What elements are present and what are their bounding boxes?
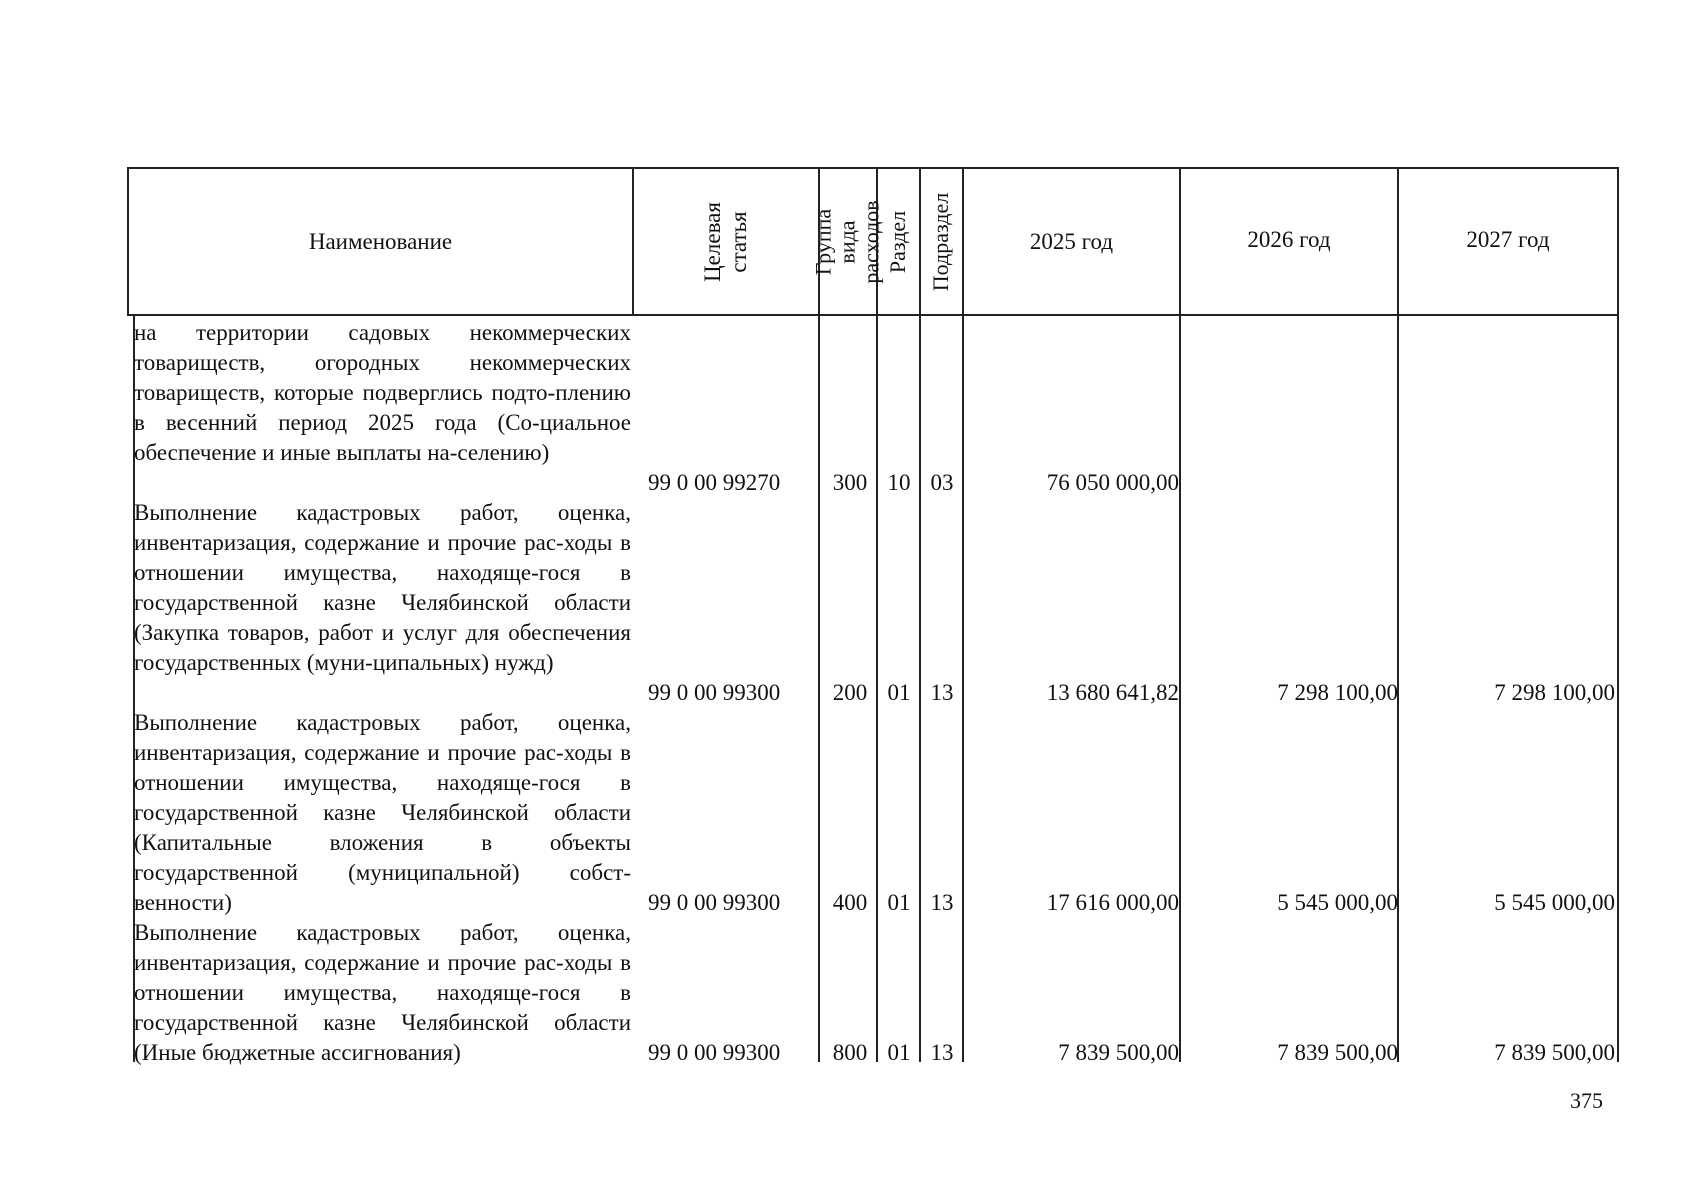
row-1-group: 300 <box>832 470 868 495</box>
header-expense-group <box>811 167 884 316</box>
row-1-2025: 76 050 000,00 <box>1046 470 1179 495</box>
row-3-name: Выполнение кадастровых работ, оценка, инвентаризация, содержание и прочие рас-ходы в отношении имущества, находяще-гося в государственной казне Челябинской области (Капитальные вложения в объекты государственной (муниципальной) собст-венности) <box>134 710 631 915</box>
row-1-name: на территории садовых некоммерческих товариществ, огородных некоммерческих товариществ, которые подверглись подто-плению в весенний период 2025 года (Со-циальное обеспечение и иные выплаты на-селению) <box>134 320 631 465</box>
header-expense-group-text: Группа вида расходов <box>811 199 884 284</box>
row-1-subsection: 03 <box>930 470 954 495</box>
row-1-code: 99 0 00 99270 <box>648 470 781 495</box>
row-4-name: Выполнение кадастровых работ, оценка, инвентаризация, содержание и прочие рас-ходы в отношении имущества, находяще-гося в государственной казне Челябинской области (Иные бюджетные ассигнования) <box>134 920 631 1065</box>
header-name-text: Наименование <box>308 228 453 254</box>
row-4-code: 99 0 00 99300 <box>648 1040 781 1065</box>
row-4-2027: 7 839 500,00 <box>1494 1040 1615 1065</box>
row-4-2026: 7 839 500,00 <box>1277 1040 1398 1065</box>
row-3-section: 01 <box>887 890 911 915</box>
header-target-article-text: Целевая статья <box>700 201 751 282</box>
row-2-section: 01 <box>887 680 911 705</box>
header-target-article <box>634 167 818 316</box>
header-subsection <box>921 167 962 316</box>
row-2-name: Выполнение кадастровых работ, оценка, инвентаризация, содержание и прочие рас-ходы в отношении имущества, находяще-гося в государственной казне Челябинской области (Закупка товаров, работ и услуг для обеспечения государственных (муни-ципальных) нужд) <box>134 500 631 675</box>
header-2025 <box>964 167 1179 316</box>
header-subsection-text: Подраздел <box>928 192 954 291</box>
row-4-subsection: 13 <box>930 1040 954 1065</box>
col-divider <box>1617 316 1619 1062</box>
header-2027-text: 2027 год <box>1466 226 1550 252</box>
row-2-code: 99 0 00 99300 <box>648 680 781 705</box>
row-2-group: 200 <box>832 680 868 705</box>
row-3-group: 400 <box>832 890 868 915</box>
row-2-2025: 13 680 641,82 <box>1046 680 1179 705</box>
row-2-subsection: 13 <box>930 680 954 705</box>
row-3-subsection: 13 <box>930 890 954 915</box>
header-2026-text: 2026 год <box>1247 226 1331 252</box>
row-3-2026: 5 545 000,00 <box>1277 890 1398 915</box>
col-divider <box>818 316 820 1062</box>
header-2026 <box>1181 167 1397 316</box>
header-section-text: Раздел <box>885 210 911 273</box>
row-3-2025: 17 616 000,00 <box>1046 890 1179 915</box>
row-2-2026: 7 298 100,00 <box>1277 680 1398 705</box>
page-number: 375 <box>1570 1088 1603 1113</box>
row-1-section: 10 <box>887 470 911 495</box>
row-4-group: 800 <box>832 1040 868 1065</box>
col-divider <box>1617 167 1619 316</box>
row-2-2027: 7 298 100,00 <box>1494 680 1615 705</box>
row-3-2027: 5 545 000,00 <box>1494 890 1615 915</box>
header-2027 <box>1399 167 1617 316</box>
row-3-code: 99 0 00 99300 <box>648 890 781 915</box>
header-2025-text: 2025 год <box>1029 228 1114 254</box>
header-name <box>129 167 632 316</box>
header-section <box>878 167 919 316</box>
row-4-section: 01 <box>887 1040 911 1065</box>
row-4-2025: 7 839 500,00 <box>1058 1040 1179 1065</box>
